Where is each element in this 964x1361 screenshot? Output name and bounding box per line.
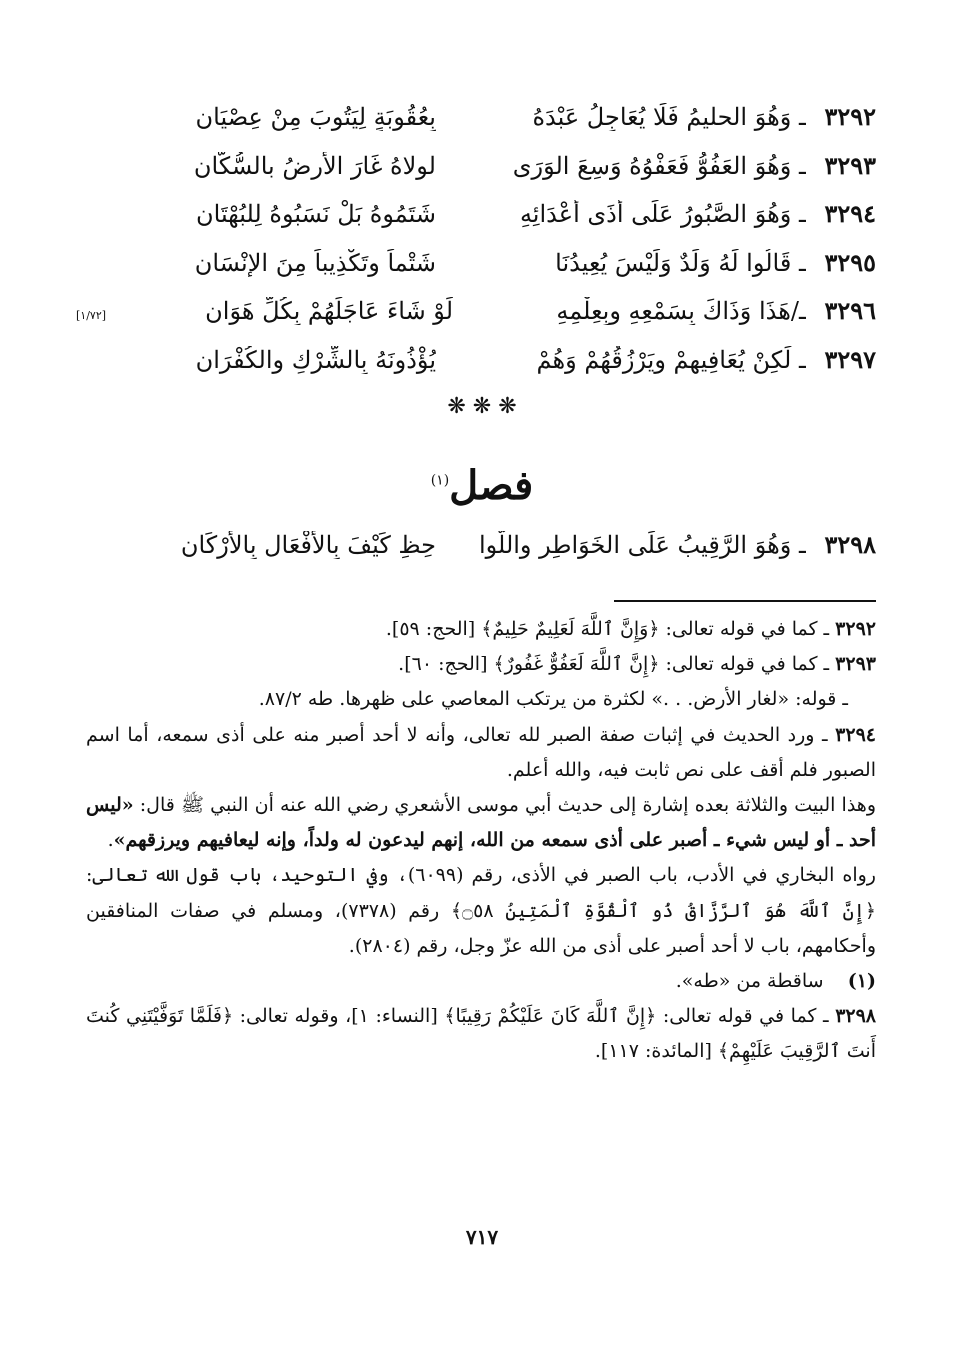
verse-first-hemistich: ـ/هَذَا وَذَاكَ بِسَمْعِهِ وبِعِلْمِهِ xyxy=(556,297,806,325)
note-3294-source: رواه البخاري في الأدب، باب الصبر في الأذى، رقم (٦٠٩٩)، وفي التوحيد، باب قول الله تعالى: ﴿إِنَّ ٱللَّهَ هُوَ ٱلرَّزَّاقُ ذُو ٱلْقُوَّةِ ٱلْمَتِينُ ۝٥٨﴾ رقم (٧٣٧٨)، ومسلم في صفات المنافقين وأحكامهم، باب لا أحد أصبر على أذى من الله عزّ وجل، رقم (٢٨٠٤). xyxy=(86,864,877,957)
verse-3298 xyxy=(76,530,876,579)
verse-second-hemistich: بِعُقُوبَةٍ لِيَتُوبَ مِنْ عِصْيَانِ xyxy=(195,103,436,131)
note-text: ـ كما في قوله تعالى: ﴿وَإِنَّ ٱللَّهَ لَعَلِيمٌ حَلِيمٌ﴾ [الحج: ٥٩]. xyxy=(385,618,836,640)
footnote-divider xyxy=(614,600,876,602)
footnotes xyxy=(86,612,876,1070)
verse-first-hemistich: ـ قَالُوا لَهُ وَلَدٌ وَلَيْسَ يُعِيدُنَا xyxy=(555,248,806,277)
note-number: ٣٢٩٢ xyxy=(835,618,876,640)
note-number: ٣٢٩٨ xyxy=(835,1005,877,1028)
verse-first-hemistich: ـ وَهُوَ الصَّبُورُ عَلَى أَذَى أَعْدَائِهِ xyxy=(519,200,806,228)
note-text: وهذا البيت والثلاثة بعده إشارة إلى حديث أبي موسى الأشعري رضي الله عنه أن النبي ﷺ قال: xyxy=(133,794,876,817)
verse-3294 xyxy=(76,199,876,248)
verse-3297 xyxy=(76,345,876,394)
note-punctuation: . xyxy=(107,829,114,852)
note-number: ٣٢٩٣ xyxy=(835,653,876,676)
poem xyxy=(76,102,876,393)
footnote-number: (١) xyxy=(847,970,876,993)
note-number: ٣٢٩٤ xyxy=(835,723,876,746)
page-number: ٧١٧ xyxy=(465,1225,499,1249)
verse-second-hemistich: شَتَمُوهُ بَلْ نَسَبُوهُ لِلبُهْتَانِ xyxy=(196,200,436,228)
verse-number: ٣٢٩٦ xyxy=(824,296,876,325)
footnote-1 xyxy=(86,964,876,999)
manuscript-page-marker: [١/٧٢] xyxy=(76,309,107,322)
verse-3298-container xyxy=(76,530,876,579)
note-3294-hadith xyxy=(86,788,876,858)
section-footnote-mark: (١) xyxy=(430,472,450,489)
section-heading xyxy=(0,462,964,509)
verse-first-hemistich: ـ لَكِنْ يُعَافِيهِمْ ويَرْزُقُهُمْ وَهُمْ xyxy=(536,345,806,374)
verse-3293 xyxy=(76,151,876,200)
verse-second-hemistich: لولاهُ غَارَ الأرضُ بالسُّكَّانِ xyxy=(193,151,436,180)
verse-second-hemistich: يُؤْذُونَهُ بِالشِّرْكِ والكُفْرَانِ xyxy=(195,345,436,374)
verse-3292 xyxy=(76,102,876,151)
note-3298 xyxy=(86,999,876,1069)
note-text: ـ كما في قوله تعالى: ﴿إِنَّ ٱللَّهَ لَعَفُوٌّ غَفُورٌ﴾ [الحج: ٦٠]. xyxy=(398,653,836,676)
verse-3295 xyxy=(76,248,876,297)
verse-first-hemistich: ـ وَهُوَ الحليمُ فَلَا يُعَاجِلُ عَبْدَهُ xyxy=(532,103,806,131)
verse-second-hemistich: شَتْماً وتَكْذِيباً مِنَ الإِنْسَانِ xyxy=(194,248,436,277)
verse-number: ٣٢٩٤ xyxy=(824,199,876,228)
note-3292 xyxy=(86,612,876,647)
verse-second-hemistich: حِظِ كَيْفَ بِالأَفْعَالِ بِالأَرْكَانِ xyxy=(180,531,436,559)
note-text: ـ كما في قوله تعالى: ﴿إِنَّ ٱللَّهَ كَانَ عَلَيْكُمْ رَقِيبًا﴾ [النساء: ١]، وقوله تعالى: ﴿فَلَمَّا تَوَفَّيْتَنِي كُنتَ أَنتَ ٱلرَّقِيبَ عَلَيْهِمْ﴾ [المائدة: ١١٧]. xyxy=(86,1005,876,1063)
verse-number: ٣٢٩٨ xyxy=(824,530,876,559)
verse-number: ٣٢٩٧ xyxy=(824,344,876,374)
verse-number: ٣٢٩٣ xyxy=(824,150,876,180)
note-3294 xyxy=(86,718,876,788)
note-3293 xyxy=(86,647,876,682)
section-title: فصل xyxy=(449,462,534,509)
note-text: ـ ورد الحديث في إثبات صفة الصبر لله تعالى، وأنه لا أحد أصبر منه على أذى سمعه، أما اسم الصبور فلم أقف على نص ثابت فيه، والله أعلم. xyxy=(86,723,876,781)
verse-first-hemistich: ـ وَهُوَ العَفُوُّ فَعَفْوُهُ وَسِعَ الوَرَى xyxy=(512,151,806,180)
verse-number: ٣٢٩٥ xyxy=(824,247,876,277)
verse-3296 xyxy=(76,296,876,345)
verse-second-hemistich: لَوْ شَاءَ عَاجَلَهُمْ بِكُلِّ هَوَانِ xyxy=(205,297,454,325)
hadith-quote: «ليس أحد ـ أو ليس شيء ـ أصبر على أذى سمعه من الله، إنهم ليدعون له ولداً، وإنه ليعافيهم ويرزقهم» xyxy=(86,794,876,852)
footnote-text: ساقطة من «طه». xyxy=(675,970,824,993)
verse-number: ٣٢٩٢ xyxy=(824,102,876,131)
section-separator-stars: ❋ ❋ ❋ xyxy=(447,394,517,419)
verse-first-hemistich: ـ وَهُوَ الرَّقِيبُ عَلَى الخَوَاطِرِ واللَّوا xyxy=(478,531,806,559)
note-3293-continuation: ـ قوله: «لغار الأرض. . .» لكثرة من يرتكب المعاصي على ظهرها. طه ٨٧/٢. xyxy=(258,688,848,711)
